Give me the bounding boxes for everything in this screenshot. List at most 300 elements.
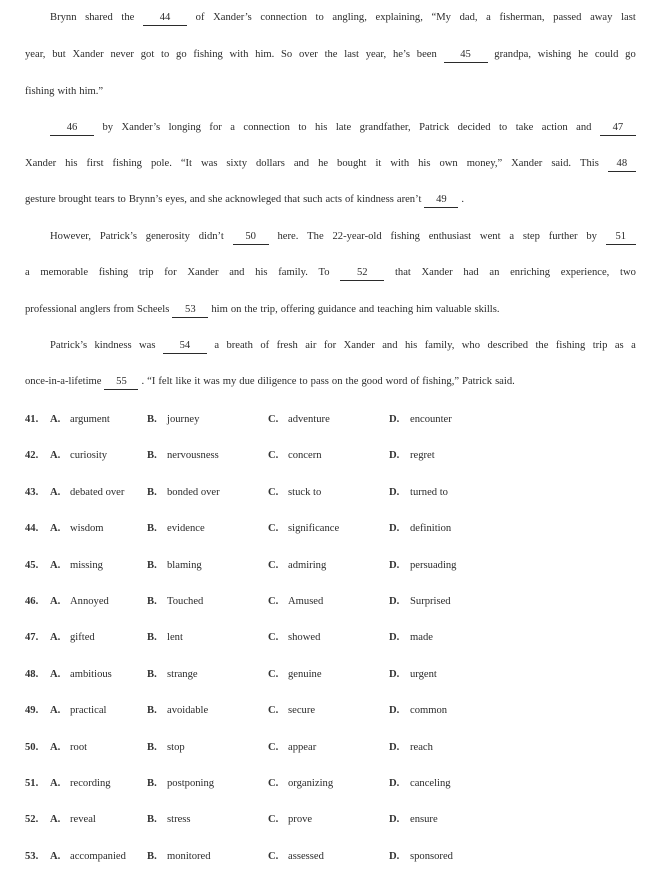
word: . bbox=[141, 376, 145, 387]
word: gesture bbox=[25, 194, 56, 205]
option-c[interactable]: secure bbox=[288, 705, 316, 717]
question-number: 41. bbox=[25, 414, 39, 425]
word: offering bbox=[280, 304, 315, 315]
word: teaching bbox=[377, 304, 414, 315]
option-c[interactable]: admiring bbox=[288, 559, 327, 571]
option-letter-a: A. bbox=[50, 632, 61, 644]
option-letter-a: A. bbox=[50, 705, 61, 717]
question-row-46 bbox=[25, 594, 545, 610]
option-d[interactable]: urgent bbox=[410, 668, 437, 680]
option-c[interactable]: stuck to bbox=[288, 486, 322, 498]
word: Patrick bbox=[462, 376, 493, 387]
word: like bbox=[175, 376, 192, 387]
question-row-42 bbox=[25, 448, 545, 464]
question-row-51 bbox=[25, 776, 545, 792]
passage-line bbox=[25, 156, 636, 172]
word: the bbox=[121, 12, 135, 23]
word: “I bbox=[147, 376, 156, 387]
word: family. bbox=[278, 267, 308, 278]
option-letter-b: B. bbox=[147, 559, 157, 571]
word: However, bbox=[50, 231, 92, 242]
option-c[interactable]: adventure bbox=[288, 414, 330, 425]
word: anglers bbox=[79, 304, 111, 315]
word: Patrick’s bbox=[50, 340, 88, 351]
word: skills. bbox=[474, 304, 500, 315]
word: said. bbox=[495, 376, 515, 387]
word: . bbox=[461, 194, 465, 205]
word: Patrick bbox=[419, 122, 450, 133]
option-c[interactable]: significance bbox=[288, 523, 340, 535]
word: To bbox=[318, 267, 330, 278]
option-letter-a: A. bbox=[50, 523, 61, 535]
word: never bbox=[110, 49, 134, 60]
word: with bbox=[390, 158, 410, 169]
word: a bbox=[486, 12, 491, 23]
option-letter-d: D. bbox=[389, 814, 400, 826]
option-a[interactable]: Annoyed bbox=[70, 596, 109, 607]
word: Xander bbox=[421, 267, 453, 278]
question-number: 50. bbox=[25, 741, 39, 753]
word: to bbox=[299, 376, 308, 387]
option-d[interactable]: made bbox=[410, 632, 433, 644]
word: was bbox=[203, 376, 220, 387]
word: a bbox=[214, 340, 220, 351]
word: So bbox=[281, 49, 293, 60]
option-c[interactable]: organizing bbox=[288, 778, 334, 789]
word: kindness bbox=[94, 340, 132, 351]
option-b[interactable]: evidence bbox=[167, 523, 205, 535]
word: got bbox=[140, 49, 155, 60]
word: and bbox=[293, 158, 310, 169]
word: angling, bbox=[332, 12, 367, 23]
option-letter-b: B. bbox=[147, 414, 157, 425]
option-d[interactable]: common bbox=[410, 705, 448, 717]
word: money,” bbox=[466, 158, 503, 169]
word: enriching bbox=[510, 267, 551, 278]
word: dad, bbox=[459, 12, 478, 23]
option-letter-a: A. bbox=[50, 668, 61, 680]
word: once-in-a-lifetime bbox=[25, 376, 102, 387]
blank-50: 50 bbox=[233, 231, 269, 245]
option-letter-c: C. bbox=[268, 414, 279, 425]
question-number: 44. bbox=[25, 523, 39, 535]
option-letter-a: A. bbox=[50, 486, 61, 498]
word: Xander bbox=[187, 267, 219, 278]
option-letter-b: B. bbox=[147, 596, 157, 607]
word: last bbox=[344, 49, 359, 60]
option-a[interactable]: wisdom bbox=[70, 523, 104, 535]
word: and bbox=[229, 267, 245, 278]
word: first bbox=[86, 158, 104, 169]
word: enthusiast bbox=[428, 231, 472, 242]
word: Xander’s bbox=[213, 12, 252, 23]
option-a[interactable]: argument bbox=[70, 414, 110, 425]
word: him.” bbox=[79, 86, 104, 97]
word: Patrick’s bbox=[99, 231, 137, 242]
word: guidance bbox=[317, 304, 356, 315]
word: that bbox=[284, 194, 301, 205]
question-number: 42. bbox=[25, 450, 39, 462]
word: fishing bbox=[390, 231, 420, 242]
word: and bbox=[358, 304, 375, 315]
option-letter-c: C. bbox=[268, 523, 279, 535]
passage-line bbox=[25, 192, 636, 208]
option-d[interactable]: ensure bbox=[410, 814, 438, 826]
word: a bbox=[230, 122, 235, 133]
word: pass bbox=[310, 376, 329, 387]
option-a[interactable]: missing bbox=[70, 559, 103, 571]
passage-line bbox=[25, 374, 636, 390]
option-letter-a: A. bbox=[50, 450, 61, 462]
question-row-41 bbox=[25, 412, 545, 428]
option-a[interactable]: recording bbox=[70, 778, 111, 789]
word: kindness bbox=[356, 194, 394, 205]
word: Xander bbox=[511, 158, 543, 169]
option-letter-a: A. bbox=[50, 414, 61, 425]
option-c[interactable]: Amused bbox=[288, 596, 324, 607]
word: eyes, bbox=[165, 194, 187, 205]
word: a bbox=[509, 231, 515, 242]
option-d[interactable]: encounter bbox=[410, 414, 452, 425]
option-b[interactable]: monitored bbox=[167, 850, 211, 862]
question-number: 49. bbox=[25, 705, 39, 717]
blank-55: 55 bbox=[104, 376, 138, 390]
option-c[interactable]: appear bbox=[288, 741, 317, 753]
word: valuable bbox=[435, 304, 472, 315]
option-letter-d: D. bbox=[389, 778, 400, 789]
word: felt bbox=[158, 376, 173, 387]
word: for bbox=[323, 340, 337, 351]
word: him bbox=[416, 304, 433, 315]
word: word bbox=[385, 376, 408, 387]
question-number: 51. bbox=[25, 778, 39, 789]
word: didn’t bbox=[198, 231, 224, 242]
passage-line bbox=[25, 302, 636, 318]
option-d[interactable]: reach bbox=[410, 741, 433, 753]
word: fishing bbox=[555, 340, 586, 351]
word: but bbox=[52, 49, 66, 60]
option-letter-d: D. bbox=[389, 596, 400, 607]
word: away bbox=[590, 12, 613, 23]
option-letter-c: C. bbox=[268, 778, 279, 789]
word: fishing,” bbox=[422, 376, 460, 387]
option-letter-d: D. bbox=[389, 668, 400, 680]
option-letter-d: D. bbox=[389, 632, 400, 644]
option-letter-d: D. bbox=[389, 705, 400, 717]
blank-49: 49 bbox=[424, 194, 458, 208]
option-letter-c: C. bbox=[268, 814, 279, 826]
question-row-44 bbox=[25, 521, 545, 537]
word: Scheels bbox=[136, 304, 170, 315]
word: wishing bbox=[537, 49, 572, 60]
option-letter-b: B. bbox=[147, 814, 157, 826]
option-b[interactable]: Touched bbox=[167, 596, 204, 607]
option-a[interactable]: debated over bbox=[70, 486, 125, 498]
option-letter-d: D. bbox=[389, 559, 400, 571]
word: was bbox=[139, 340, 156, 351]
word: step bbox=[522, 231, 540, 242]
option-b[interactable]: bonded over bbox=[167, 486, 220, 498]
word: his bbox=[65, 158, 78, 169]
word: by bbox=[586, 231, 597, 242]
word: such bbox=[303, 194, 323, 205]
word: grandpa, bbox=[494, 49, 532, 60]
word: it bbox=[194, 376, 201, 387]
question-row-45 bbox=[25, 558, 545, 574]
word: professional bbox=[25, 304, 77, 315]
option-a[interactable]: practical bbox=[70, 705, 107, 717]
option-a[interactable]: reveal bbox=[70, 814, 96, 826]
option-d[interactable]: canceling bbox=[410, 778, 451, 789]
word: Xander bbox=[72, 49, 104, 60]
option-d[interactable]: regret bbox=[410, 450, 435, 462]
option-letter-d: D. bbox=[389, 850, 400, 862]
word: dollars bbox=[256, 158, 285, 169]
blank-54: 54 bbox=[163, 340, 207, 354]
word: decided bbox=[457, 122, 491, 133]
option-letter-b: B. bbox=[147, 632, 157, 644]
option-letter-d: D. bbox=[389, 414, 400, 425]
word: his bbox=[315, 122, 328, 133]
question-row-50 bbox=[25, 740, 545, 756]
option-d[interactable]: turned to bbox=[410, 486, 448, 498]
word: pole. bbox=[150, 158, 172, 169]
blank-48: 48 bbox=[608, 158, 636, 172]
option-letter-b: B. bbox=[147, 741, 157, 753]
word: passed bbox=[553, 12, 582, 23]
word: from bbox=[113, 304, 134, 315]
word: year, bbox=[365, 49, 387, 60]
question-row-47 bbox=[25, 630, 545, 646]
question-number: 53. bbox=[25, 850, 39, 862]
word: him bbox=[211, 304, 228, 315]
word: to bbox=[298, 122, 307, 133]
word: described bbox=[487, 340, 529, 351]
option-d[interactable]: sponsored bbox=[410, 850, 453, 862]
word: fishing bbox=[25, 86, 55, 97]
word: here. bbox=[277, 231, 299, 242]
word: she bbox=[208, 194, 223, 205]
option-d[interactable]: Surprised bbox=[410, 596, 451, 607]
word: family, bbox=[424, 340, 455, 351]
word: Brynn bbox=[50, 12, 77, 23]
option-b[interactable]: avoidable bbox=[167, 705, 209, 717]
word: late bbox=[335, 122, 352, 133]
question-row-52 bbox=[25, 812, 545, 828]
question-row-53 bbox=[25, 849, 545, 865]
question-row-43 bbox=[25, 485, 545, 501]
word: his bbox=[404, 340, 418, 351]
option-b[interactable]: stop bbox=[167, 741, 185, 753]
option-b[interactable]: stress bbox=[167, 814, 191, 826]
word: as bbox=[614, 340, 624, 351]
word: experience, bbox=[560, 267, 610, 278]
option-b[interactable]: journey bbox=[167, 414, 200, 425]
option-letter-b: B. bbox=[147, 778, 157, 789]
option-b[interactable]: strange bbox=[167, 668, 198, 680]
option-b[interactable]: lent bbox=[167, 632, 183, 644]
word: longing bbox=[168, 122, 201, 133]
option-a[interactable]: ambitious bbox=[70, 668, 112, 680]
word: of bbox=[195, 12, 205, 23]
word: further bbox=[548, 231, 578, 242]
option-letter-a: A. bbox=[50, 596, 61, 607]
word: take bbox=[515, 122, 534, 133]
word: could bbox=[594, 49, 619, 60]
word: diligence bbox=[257, 376, 297, 387]
word: 22-year-old bbox=[332, 231, 382, 242]
word: good bbox=[361, 376, 383, 387]
option-b[interactable]: postponing bbox=[167, 778, 215, 789]
word: and bbox=[576, 122, 592, 133]
blank-46: 46 bbox=[50, 122, 94, 136]
option-letter-a: A. bbox=[50, 559, 61, 571]
word: generosity bbox=[145, 231, 190, 242]
word: over bbox=[298, 49, 318, 60]
word: he bbox=[318, 158, 329, 169]
option-c[interactable]: prove bbox=[288, 814, 313, 826]
word: air bbox=[305, 340, 317, 351]
word: the bbox=[535, 340, 549, 351]
blank-44: 44 bbox=[143, 12, 187, 26]
word: for bbox=[164, 267, 177, 278]
word: been bbox=[416, 49, 437, 60]
word: trip bbox=[138, 267, 154, 278]
option-d[interactable]: definition bbox=[410, 523, 452, 535]
word: fishing bbox=[98, 267, 129, 278]
word: aren’t bbox=[396, 194, 422, 205]
word: fishing bbox=[193, 49, 223, 60]
option-letter-c: C. bbox=[268, 850, 279, 862]
option-letter-d: D. bbox=[389, 486, 400, 498]
word: acts bbox=[325, 194, 342, 205]
word: went bbox=[479, 231, 501, 242]
word: on bbox=[331, 376, 343, 387]
option-a[interactable]: gifted bbox=[70, 632, 95, 644]
option-letter-d: D. bbox=[389, 523, 400, 535]
option-letter-c: C. bbox=[268, 559, 279, 571]
word: to bbox=[315, 12, 324, 23]
option-letter-b: B. bbox=[147, 705, 157, 717]
blank-51: 51 bbox=[606, 231, 636, 245]
option-a[interactable]: curiosity bbox=[70, 450, 108, 462]
passage-line bbox=[25, 265, 636, 281]
option-letter-c: C. bbox=[268, 486, 279, 498]
word: go bbox=[176, 49, 187, 60]
option-letter-c: C. bbox=[268, 596, 279, 607]
word: said. bbox=[551, 158, 572, 169]
word: trip bbox=[592, 340, 608, 351]
word: Xander bbox=[343, 340, 375, 351]
word: him. bbox=[255, 49, 275, 60]
option-letter-b: B. bbox=[147, 850, 157, 862]
option-letter-b: B. bbox=[147, 450, 157, 462]
option-c[interactable]: showed bbox=[288, 632, 321, 644]
option-c[interactable]: concern bbox=[288, 450, 322, 462]
word: grandfather, bbox=[359, 122, 411, 133]
option-letter-c: C. bbox=[268, 632, 279, 644]
word: last bbox=[621, 12, 636, 23]
option-letter-a: A. bbox=[50, 778, 61, 789]
option-letter-c: C. bbox=[268, 450, 279, 462]
option-c[interactable]: genuine bbox=[288, 668, 322, 680]
word: Brynn’s bbox=[128, 194, 163, 205]
word: for bbox=[209, 122, 222, 133]
question-row-49 bbox=[25, 703, 545, 719]
word: connection bbox=[260, 12, 307, 23]
word: it bbox=[375, 158, 382, 169]
question-number: 52. bbox=[25, 814, 39, 826]
word: his bbox=[418, 158, 431, 169]
word: with bbox=[57, 86, 77, 97]
blank-53: 53 bbox=[172, 304, 208, 318]
word: trip, bbox=[260, 304, 278, 315]
word: year, bbox=[25, 49, 46, 60]
word: Xander bbox=[25, 158, 57, 169]
option-b[interactable]: nervousness bbox=[167, 450, 219, 462]
passage-line bbox=[50, 120, 636, 136]
option-letter-d: D. bbox=[389, 450, 400, 462]
passage-line bbox=[25, 84, 636, 100]
word: two bbox=[620, 267, 636, 278]
passage-line bbox=[50, 229, 636, 245]
question-number: 47. bbox=[25, 632, 39, 644]
word: that bbox=[394, 267, 411, 278]
question-number: 48. bbox=[25, 668, 39, 680]
word: had bbox=[463, 267, 479, 278]
word: own bbox=[439, 158, 458, 169]
question-number: 45. bbox=[25, 559, 39, 571]
word: a bbox=[631, 340, 636, 351]
word: fishing bbox=[112, 158, 142, 169]
word: shared bbox=[85, 12, 113, 23]
word: explaining, bbox=[375, 12, 423, 23]
option-a[interactable]: accompanied bbox=[70, 850, 126, 862]
word: to bbox=[161, 49, 170, 60]
word: he’s bbox=[392, 49, 411, 60]
option-d[interactable]: persuading bbox=[410, 559, 457, 571]
word: the bbox=[244, 304, 258, 315]
blank-47: 47 bbox=[600, 122, 636, 136]
word: to bbox=[117, 194, 126, 205]
word: of bbox=[410, 376, 420, 387]
blank-52: 52 bbox=[340, 267, 384, 281]
word: by bbox=[102, 122, 114, 133]
option-c[interactable]: assessed bbox=[288, 850, 324, 862]
word: he bbox=[578, 49, 589, 60]
option-letter-d: D. bbox=[389, 741, 400, 753]
word: connection bbox=[243, 122, 290, 133]
option-letter-c: C. bbox=[268, 668, 279, 680]
word: was bbox=[200, 158, 218, 169]
word: fisherman, bbox=[499, 12, 545, 23]
option-letter-c: C. bbox=[268, 741, 279, 753]
word: his bbox=[255, 267, 268, 278]
word: brought bbox=[58, 194, 92, 205]
question-row-48 bbox=[25, 667, 545, 683]
word: a bbox=[25, 267, 30, 278]
option-a[interactable]: root bbox=[70, 741, 88, 753]
option-letter-a: A. bbox=[50, 741, 61, 753]
word: “My bbox=[431, 12, 451, 23]
word: Xander’s bbox=[121, 122, 161, 133]
option-b[interactable]: blaming bbox=[167, 559, 202, 571]
word: an bbox=[489, 267, 500, 278]
passage-line bbox=[50, 338, 636, 354]
word: bought bbox=[337, 158, 367, 169]
question-number: 43. bbox=[25, 486, 39, 498]
word: my bbox=[222, 376, 237, 387]
